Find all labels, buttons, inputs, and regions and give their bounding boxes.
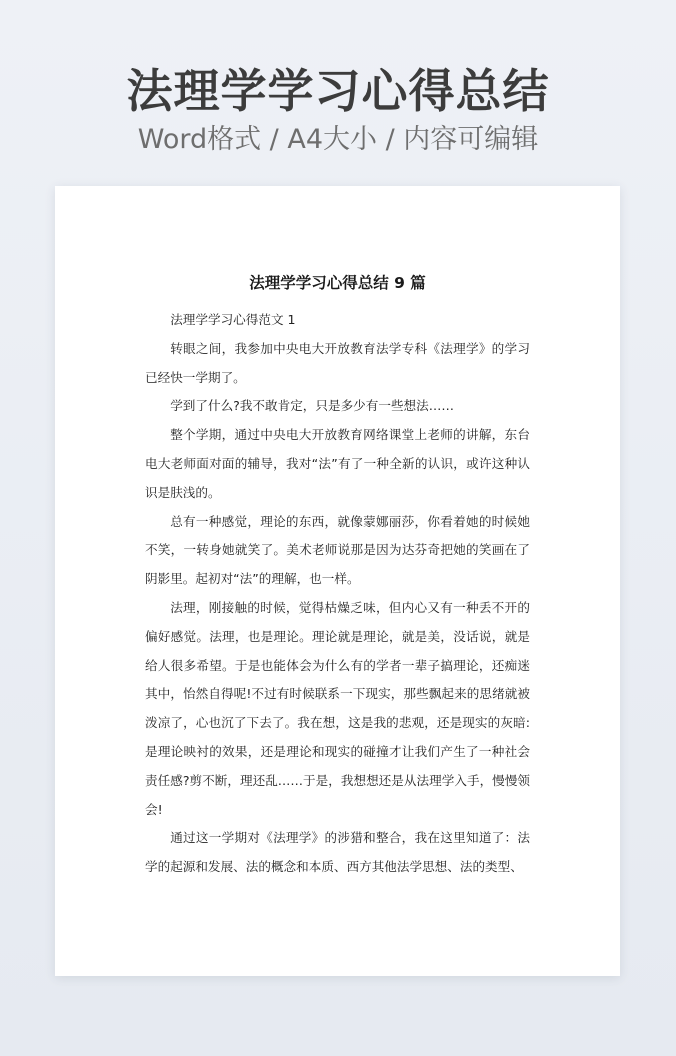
document-paragraph: 学到了什么?我不敢肯定，只是多少有一些想法……: [170, 398, 454, 414]
document-paragraph: 法理学学习心得范文 1: [170, 312, 296, 327]
document-body: [145, 306, 530, 882]
document-page: [55, 186, 620, 976]
banner-subtitle: Word格式 / A4大小 / 内容可编辑: [137, 124, 539, 155]
document-paragraph: 转眼之间，我参加中央电大开放教育法学专科《法理学》的学习已经快一学期了。: [145, 340, 530, 385]
banner-title: 法理学学习心得总结: [126, 64, 550, 118]
banner-header: [0, 62, 676, 158]
document-paragraph: 通过这一学期对《法理学》的涉猎和整合，我在这里知道了：法学的起源和发展、法的概念和本质、西方其他法学思想、法的类型、: [145, 830, 530, 875]
document-paragraph: 总有一种感觉，理论的东西，就像蒙娜丽莎，你看着她的时候她不笑，一转身她就笑了。美术老师说那是因为达芬奇把她的笑画在了阴影里。起初对“法”的理解，也一样。: [145, 513, 530, 587]
document-paragraph: 整个学期，通过中央电大开放教育网络课堂上老师的讲解，东台电大老师面对面的辅导，我对“法”有了一种全新的认识，或许这种认识是肤浅的。: [145, 427, 530, 500]
document-paragraph: 法理，刚接触的时候，觉得枯燥乏味，但内心又有一种丢不开的偏好感觉。法理，也是理论。理论就是理论，就是美，没话说，就是给人很多希望。于是也能体会为什么有的学者一辈子搞理论，还痴迷其中，怡然自得呢!不过有时候联系一下现实，那些飘起来的思绪就被泼凉了，心也沉了下去了。我在想，这是我的悲观，还是现实的灰暗:是理论映衬的效果，还是理论和现实的碰撞才让我们产生了一种社会责任感?剪不断，理还乱……于是，我想想还是从法理学入手，慢慢领会!: [145, 599, 530, 817]
document-title: 法理学学习心得总结 9 篇: [249, 274, 426, 292]
